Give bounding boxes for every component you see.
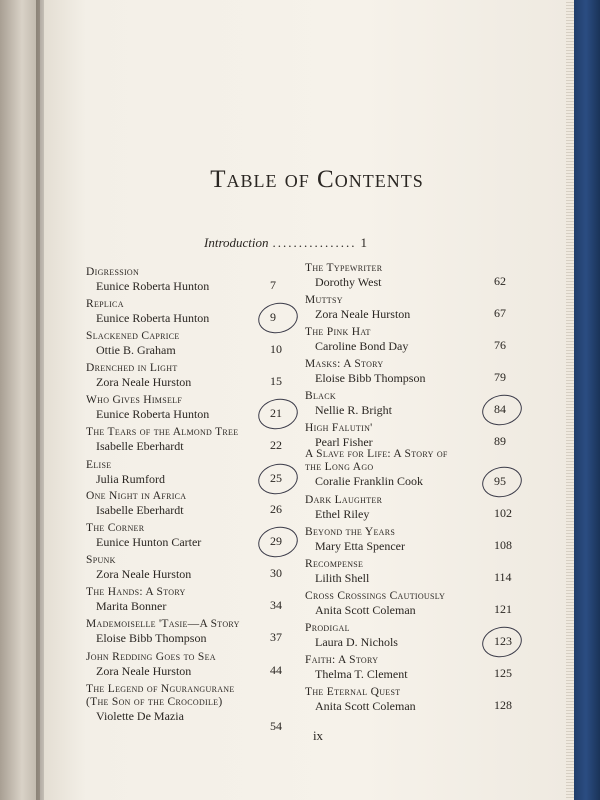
story-title: Prodigal	[305, 622, 350, 634]
story-author: Violette De Mazia	[96, 709, 184, 723]
page-number: 44	[270, 663, 282, 677]
right-toc-entry	[305, 686, 535, 714]
left-toc-entry	[86, 426, 316, 454]
left-toc-entry	[86, 266, 316, 294]
page-number: 10	[270, 342, 282, 356]
story-title: Drenched in Light	[86, 362, 178, 374]
right-toc-entry	[305, 358, 535, 386]
page-number: 84	[494, 402, 506, 416]
page-number: 108	[494, 538, 512, 552]
story-title: The Typewriter	[305, 262, 383, 274]
story-author: Dorothy West	[315, 275, 382, 289]
page-number: 128	[494, 698, 512, 712]
page-number: 95	[494, 474, 506, 488]
story-author: Eunice Roberta Hunton	[96, 279, 210, 293]
story-author: Mary Etta Spencer	[315, 539, 405, 553]
page-number: 22	[270, 438, 282, 452]
left-toc-entry	[86, 298, 316, 326]
story-title-continued: (The Son of the Crocodile)	[86, 696, 223, 708]
page-number: 114	[494, 570, 512, 584]
story-author: Eunice Hunton Carter	[96, 535, 202, 549]
right-toc-entry	[305, 494, 535, 522]
page-number: 89	[494, 434, 506, 448]
right-toc-entry	[305, 558, 535, 586]
story-title: Black	[305, 390, 336, 402]
story-author: Zora Neale Hurston	[96, 567, 192, 581]
story-title: Spunk	[86, 554, 116, 566]
page-title: Table of Contents	[210, 166, 424, 193]
story-author: Marita Bonner	[96, 599, 167, 613]
story-title: Slackened Caprice	[86, 330, 180, 342]
story-author: Ottie B. Graham	[96, 343, 176, 357]
story-author: Ethel Riley	[315, 507, 370, 521]
story-title: The Tears of the Almond Tree	[86, 426, 239, 438]
page-number: 79	[494, 370, 506, 384]
story-author: Julia Rumford	[96, 472, 165, 486]
page-number: 30	[270, 566, 282, 580]
story-title: Dark Laughter	[305, 494, 383, 506]
page-number: 62	[494, 274, 506, 288]
story-title: Digression	[86, 266, 140, 278]
story-author: Zora Neale Hurston	[315, 307, 411, 321]
story-author: Zora Neale Hurston	[96, 664, 192, 678]
story-author: Nellie R. Bright	[315, 403, 392, 417]
story-title: A Slave for Life: A Story of	[305, 448, 448, 460]
right-toc-entry	[305, 422, 535, 450]
page-number: 125	[494, 666, 512, 680]
story-author: Coralie Franklin Cook	[315, 474, 423, 488]
story-title: Elise	[86, 459, 112, 471]
left-toc-entry	[86, 330, 316, 358]
page-number: 54	[270, 719, 282, 733]
story-author: Anita Scott Coleman	[315, 699, 416, 713]
right-toc-entry	[305, 390, 535, 418]
page-number: 15	[270, 374, 282, 388]
right-toc-entry	[305, 294, 535, 322]
story-title: Masks: A Story	[305, 358, 384, 370]
story-author: Eunice Roberta Hunton	[96, 311, 210, 325]
story-title: Replica	[86, 298, 124, 310]
story-author: Eloise Bibb Thompson	[96, 631, 207, 645]
story-author: Laura D. Nichols	[315, 635, 398, 649]
right-toc-entry	[305, 590, 535, 618]
story-title: The Pink Hat	[305, 326, 371, 338]
introduction-entry	[204, 235, 367, 251]
left-toc-entry	[86, 554, 316, 582]
story-author: Zora Neale Hurston	[96, 375, 192, 389]
left-toc-entry	[86, 490, 316, 518]
story-title: Faith: A Story	[305, 654, 379, 666]
story-title: The Eternal Quest	[305, 686, 401, 698]
story-author: Eloise Bibb Thompson	[315, 371, 426, 385]
story-title: Muttsy	[305, 294, 343, 306]
left-toc-entry	[86, 459, 316, 487]
story-title-continued: the Long Ago	[305, 461, 374, 473]
story-title: The Hands: A Story	[86, 586, 186, 598]
story-author: Lilith Shell	[315, 571, 370, 585]
book-cover	[572, 0, 600, 800]
page-number: 29	[270, 534, 282, 548]
page-number: 76	[494, 338, 506, 352]
story-title: The Corner	[86, 522, 145, 534]
right-toc-entry	[305, 622, 535, 650]
page-number: 9	[270, 310, 276, 324]
left-toc-entry	[86, 651, 316, 679]
page-number: 102	[494, 506, 512, 520]
page-number: 26	[270, 502, 282, 516]
story-author: Caroline Bond Day	[315, 339, 409, 353]
page-number: 21	[270, 406, 282, 420]
story-author: Pearl Fisher	[315, 435, 373, 449]
left-toc-entry	[86, 394, 316, 422]
page-number: 123	[494, 634, 512, 648]
right-toc-entry	[305, 654, 535, 682]
page-number: 67	[494, 306, 506, 320]
story-title: Who Gives Himself	[86, 394, 183, 406]
page-number: 7	[270, 278, 276, 292]
right-toc-entry	[305, 526, 535, 554]
story-title: Mademoiselle 'Tasie—A Story	[86, 618, 240, 630]
story-author: Isabelle Eberhardt	[96, 503, 184, 517]
right-toc-entry	[305, 326, 535, 354]
left-toc-entry	[86, 362, 316, 390]
story-author: Thelma T. Clement	[315, 667, 408, 681]
story-author: Eunice Roberta Hunton	[96, 407, 210, 421]
page-number: 121	[494, 602, 512, 616]
left-toc-entry	[86, 618, 316, 646]
story-title: Recompense	[305, 558, 364, 570]
story-title: High Falutin'	[305, 422, 373, 434]
story-title: Cross Crossings Cautiously	[305, 590, 446, 602]
facing-page-edge	[0, 0, 40, 800]
intro-leader-dots: ................	[272, 235, 357, 250]
left-toc-entry	[86, 586, 316, 614]
story-title: The Legend of Ngurangurane	[86, 683, 235, 695]
page-number: 25	[270, 471, 282, 485]
story-author: Isabelle Eberhardt	[96, 439, 184, 453]
story-title: One Night in Africa	[86, 490, 187, 502]
folio: ix	[312, 728, 324, 743]
story-title: John Redding Goes to Sea	[86, 651, 216, 663]
intro-page-number: 1	[360, 235, 368, 250]
toc-page	[44, 0, 566, 800]
page-number: 37	[270, 630, 282, 644]
left-toc-entry	[86, 683, 316, 733]
story-author: Anita Scott Coleman	[315, 603, 416, 617]
intro-label: Introduction	[204, 235, 269, 250]
right-toc-entry	[305, 448, 535, 489]
story-title: Beyond the Years	[305, 526, 396, 538]
left-toc-entry	[86, 522, 316, 550]
page-number: 34	[270, 598, 282, 612]
right-toc-entry	[305, 262, 535, 290]
page-stack-edge	[566, 0, 574, 800]
